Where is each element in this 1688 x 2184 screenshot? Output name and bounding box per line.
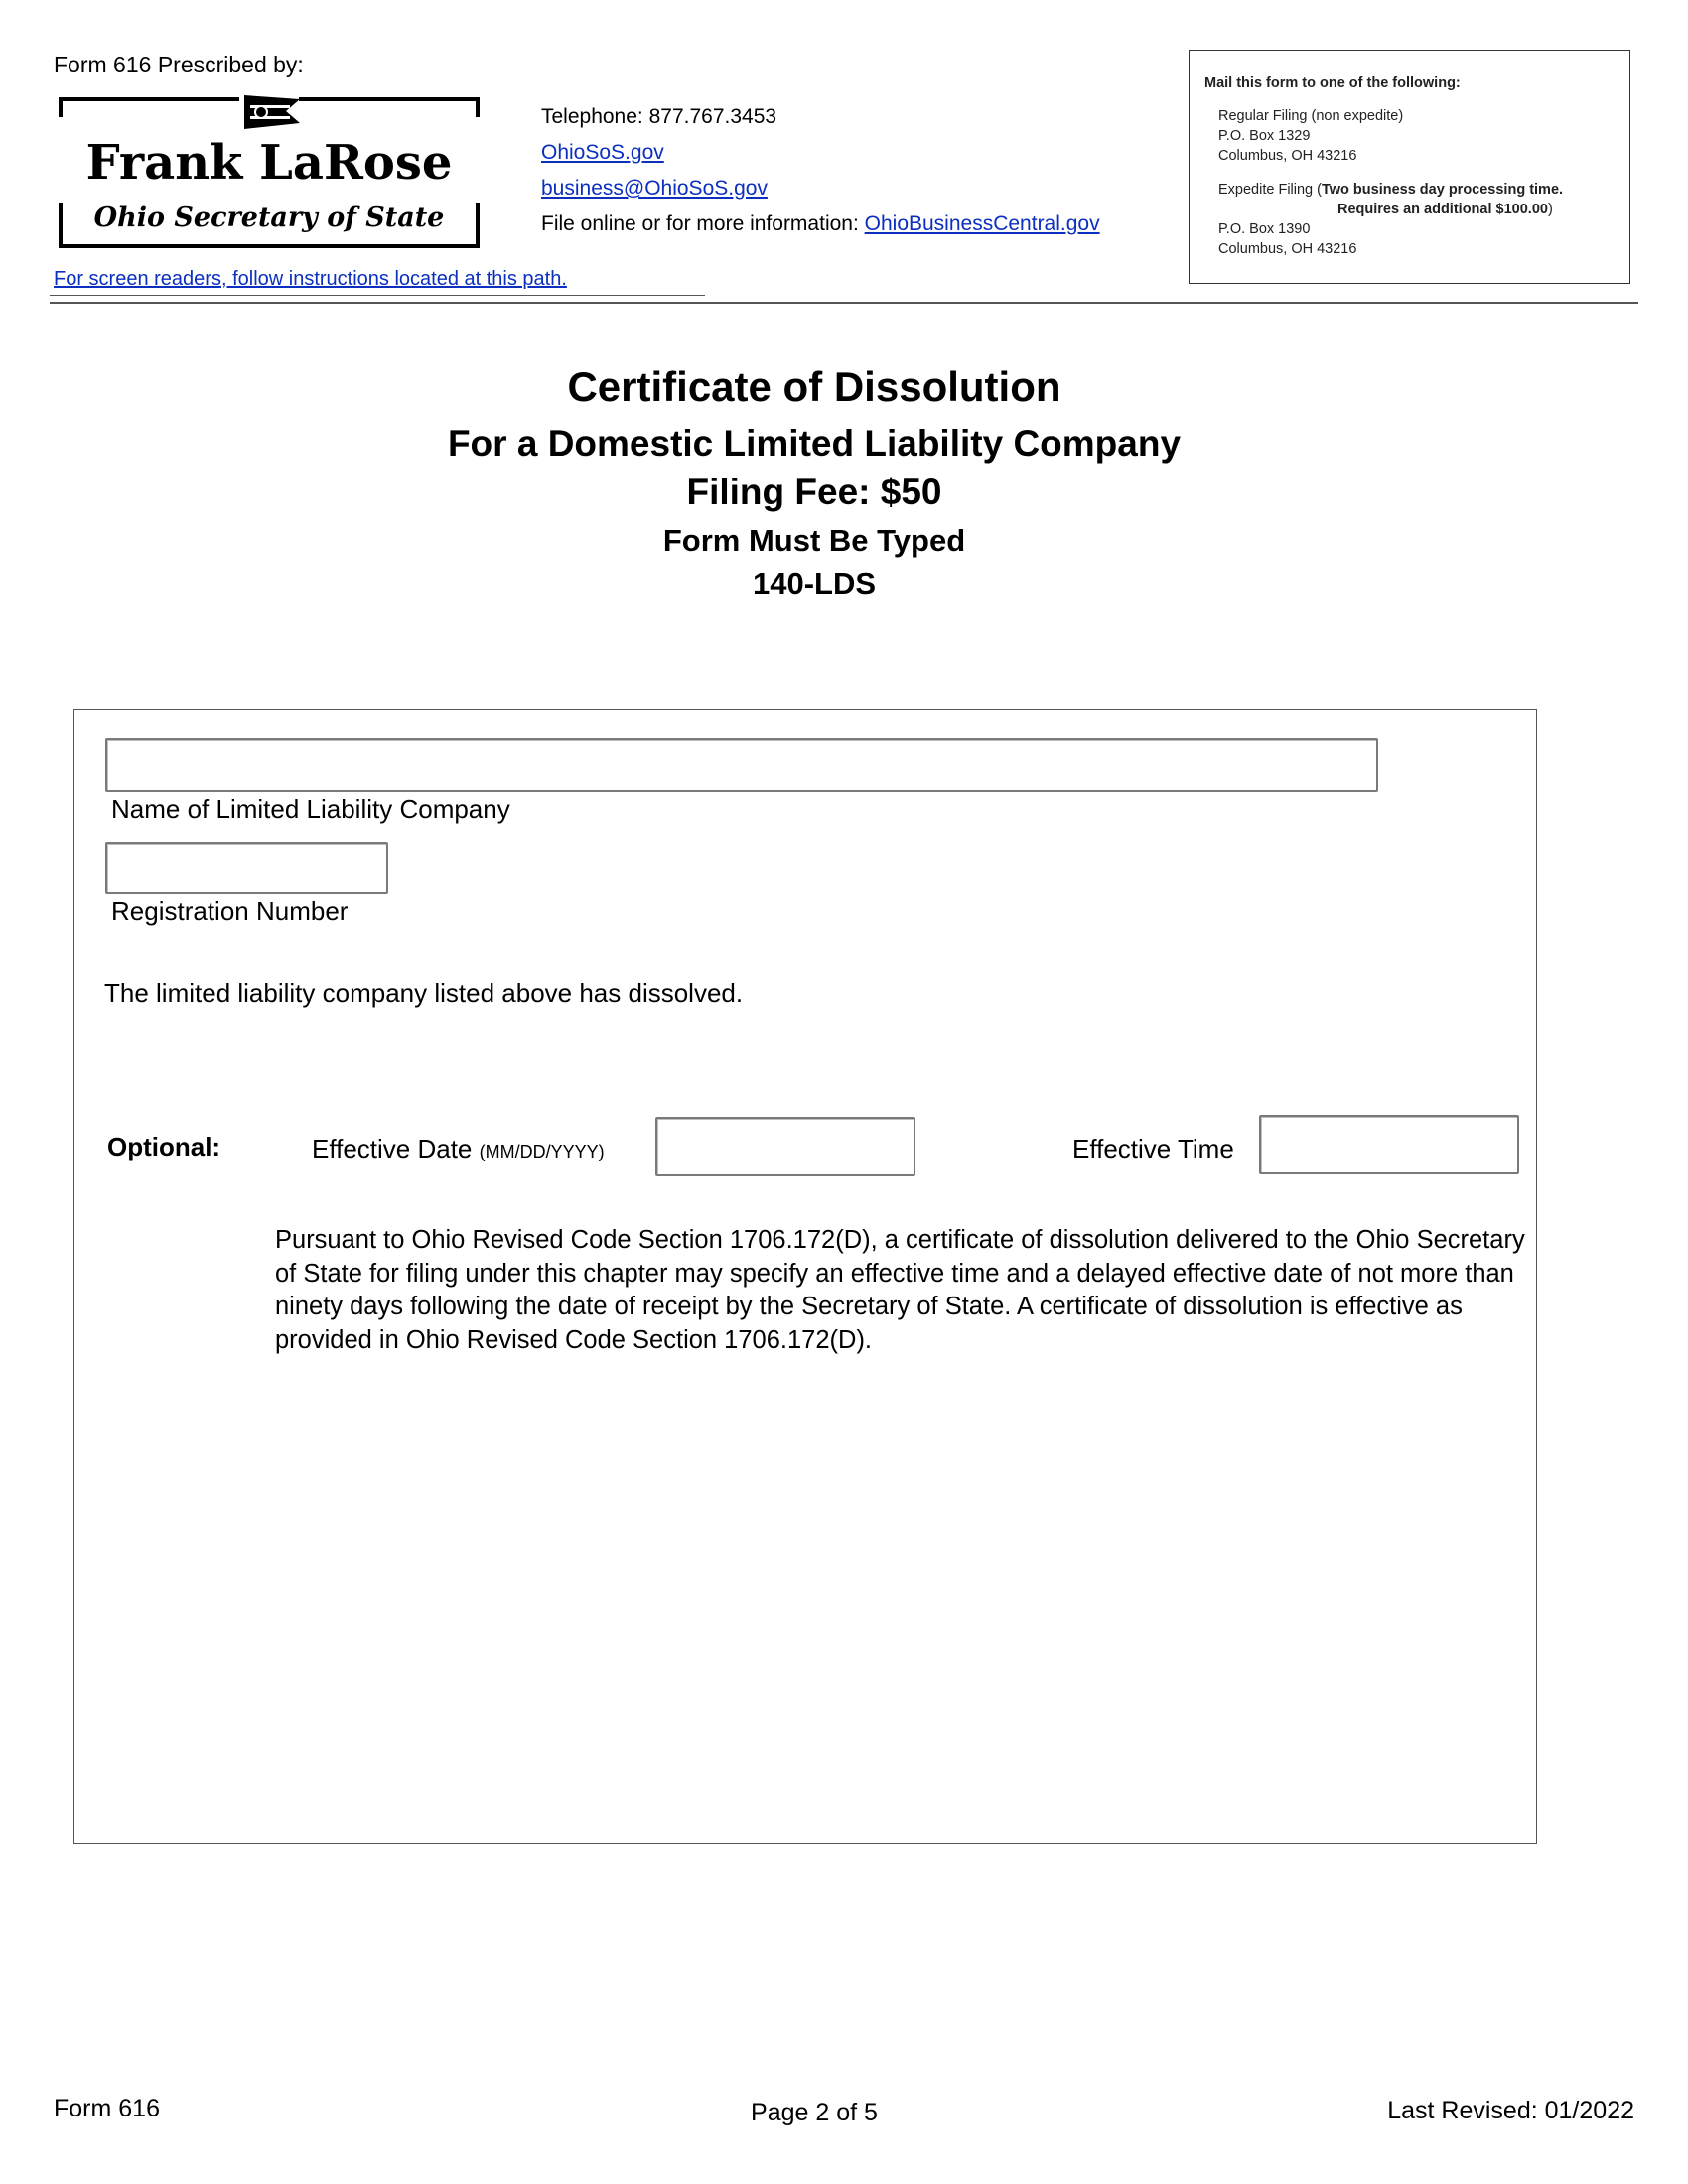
date-format-hint: (MM/DD/YYYY) (479, 1142, 605, 1161)
logo-subtitle: Ohio Secretary of State (93, 203, 445, 233)
regular-filing-box: P.O. Box 1329 (1218, 128, 1311, 144)
expedite-filing-city: Columbus, OH 43216 (1218, 241, 1357, 257)
form-title: Certificate of Dissolution (567, 363, 1061, 410)
form-subtitle: For a Domestic Limited Liability Company (447, 423, 1182, 464)
website-link[interactable]: OhioSoS.gov (541, 141, 664, 164)
pursuant-paragraph: Pursuant to Ohio Revised Code Section 1706.172(D), a certificate of dissolution delivered to the Ohio Secretary of State for filing under this chapter may specify an effective time and a delayed effective date of not more than ninety days following the date of receipt by the Secretary of State. A certificate of dissolution is effective as provided in Ohio Revised Code Section 1706.172(D). (275, 1226, 1525, 1354)
file-online (541, 212, 1100, 236)
secretary-of-state-logo (58, 95, 481, 250)
regular-filing-city: Columbus, OH 43216 (1218, 148, 1357, 164)
filing-fee: Filing Fee: $50 (686, 472, 942, 512)
expedite-note-line (1337, 202, 1553, 217)
expedite-close: ) (1547, 202, 1553, 217)
expedite-note-1: Two business day processing time. (1321, 182, 1564, 198)
expedite-filing-label: Expedite Filing ( (1218, 182, 1322, 198)
form-typed-notice: Form Must Be Typed (662, 523, 966, 558)
optional-label: Optional: (107, 1132, 221, 1161)
effective-date-input[interactable] (655, 1117, 915, 1176)
mailing-title: Mail this form to one of the following: (1204, 75, 1461, 91)
expedite-filing-box: P.O. Box 1390 (1218, 221, 1311, 237)
file-online-text: File online or for more information: (541, 212, 865, 235)
form-code: 140-LDS (752, 566, 877, 601)
logo-name: Frank LaRose (85, 135, 453, 191)
expedite-filing-line (1218, 182, 1563, 198)
effective-date-label (312, 1134, 605, 1164)
email-link[interactable]: business@OhioSoS.gov (541, 177, 768, 200)
footer-page-number: Page 2 of 5 (751, 2099, 878, 2126)
registration-number-input[interactable] (105, 842, 388, 894)
expedite-note-2: Requires an additional $100.00 (1337, 202, 1548, 217)
prescribed-by: Form 616 Prescribed by: (54, 52, 304, 77)
footer-form-number: Form 616 (54, 2095, 160, 2122)
telephone: Telephone: 877.767.3453 (541, 105, 777, 128)
mailing-instructions (1189, 50, 1630, 284)
regular-filing-label: Regular Filing (non expedite) (1218, 108, 1404, 124)
screen-reader-link[interactable]: For screen readers, follow instructions located at this path. (54, 268, 567, 290)
effective-time-input[interactable] (1259, 1115, 1519, 1174)
footer-last-revised: Last Revised: 01/2022 (1387, 2097, 1634, 2124)
company-name-label: Name of Limited Liability Company (111, 794, 510, 824)
dissolution-statement: The limited liability company listed above has dissolved. (104, 978, 744, 1008)
company-name-input[interactable] (105, 738, 1378, 792)
effective-date-text: Effective Date (312, 1134, 473, 1163)
business-central-link[interactable]: OhioBusinessCentral.gov (864, 212, 1100, 235)
registration-number-label: Registration Number (111, 896, 349, 926)
header-divider-short (50, 295, 705, 296)
effective-time-label: Effective Time (1072, 1134, 1234, 1163)
ohio-flag-icon (244, 95, 300, 129)
header-divider (50, 302, 1638, 304)
